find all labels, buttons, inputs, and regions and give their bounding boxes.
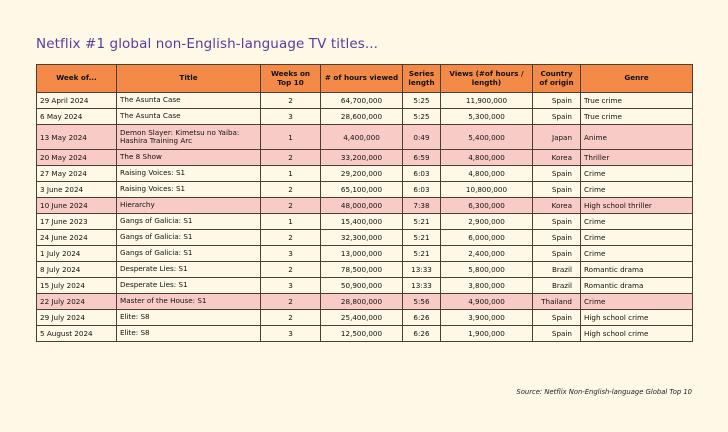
cell-series-length: 6:26 [403, 310, 441, 326]
table-body [37, 93, 693, 342]
cell-genre: True crime [581, 93, 693, 109]
cell-week: 29 April 2024 [37, 93, 117, 109]
cell-views: 5,800,000 [441, 262, 533, 278]
cell-weeks-on-top10: 3 [261, 326, 321, 342]
cell-week: 1 July 2024 [37, 246, 117, 262]
cell-genre: True crime [581, 109, 693, 125]
cell-views: 11,900,000 [441, 93, 533, 109]
cell-hours-viewed: 4,400,000 [321, 125, 403, 150]
cell-genre: Crime [581, 230, 693, 246]
table-row [37, 182, 693, 198]
cell-hours-viewed: 33,200,000 [321, 150, 403, 166]
cell-title: Hierarchy [117, 198, 261, 214]
cell-weeks-on-top10: 1 [261, 166, 321, 182]
cell-views: 5,300,000 [441, 109, 533, 125]
table-row [37, 310, 693, 326]
cell-hours-viewed: 28,800,000 [321, 294, 403, 310]
cell-views: 4,900,000 [441, 294, 533, 310]
column-header-views: Views (#of hours / length) [441, 65, 533, 93]
cell-title: The Asunta Case [117, 93, 261, 109]
cell-title: Master of the House: S1 [117, 294, 261, 310]
source-note: Source: Netflix Non-English-language Global Top 10 [516, 388, 692, 396]
cell-series-length: 6:59 [403, 150, 441, 166]
cell-week: 24 June 2024 [37, 230, 117, 246]
cell-week: 8 July 2024 [37, 262, 117, 278]
cell-weeks-on-top10: 1 [261, 125, 321, 150]
cell-week: 5 August 2024 [37, 326, 117, 342]
cell-hours-viewed: 12,500,000 [321, 326, 403, 342]
column-header-series-length: Series length [403, 65, 441, 93]
cell-week: 29 July 2024 [37, 310, 117, 326]
cell-country: Spain [533, 93, 581, 109]
cell-views: 3,800,000 [441, 278, 533, 294]
cell-weeks-on-top10: 2 [261, 182, 321, 198]
cell-title: Raising Voices: S1 [117, 182, 261, 198]
cell-country: Spain [533, 326, 581, 342]
cell-views: 1,900,000 [441, 326, 533, 342]
cell-country: Spain [533, 246, 581, 262]
cell-series-length: 13:33 [403, 278, 441, 294]
table-row [37, 150, 693, 166]
cell-series-length: 6:03 [403, 182, 441, 198]
cell-country: Spain [533, 310, 581, 326]
cell-country: Spain [533, 109, 581, 125]
cell-series-length: 5:21 [403, 230, 441, 246]
cell-weeks-on-top10: 2 [261, 262, 321, 278]
cell-title: Desperate Lies: S1 [117, 262, 261, 278]
cell-country: Japan [533, 125, 581, 150]
cell-views: 4,800,000 [441, 150, 533, 166]
column-header-country: Country of origin [533, 65, 581, 93]
cell-series-length: 7:38 [403, 198, 441, 214]
cell-title: Elite: S8 [117, 326, 261, 342]
table-row [37, 326, 693, 342]
cell-title: Demon Slayer: Kimetsu no Yaiba: Hashira Training Arc [117, 125, 261, 150]
table-row [37, 230, 693, 246]
cell-genre: Crime [581, 294, 693, 310]
table-row [37, 125, 693, 150]
cell-country: Spain [533, 230, 581, 246]
cell-genre: Anime [581, 125, 693, 150]
cell-title: Gangs of Galicia: S1 [117, 246, 261, 262]
cell-genre: Crime [581, 246, 693, 262]
cell-hours-viewed: 29,200,000 [321, 166, 403, 182]
cell-genre: High school crime [581, 310, 693, 326]
cell-genre: Romantic drama [581, 262, 693, 278]
table-row [37, 262, 693, 278]
cell-hours-viewed: 15,400,000 [321, 214, 403, 230]
cell-week: 10 June 2024 [37, 198, 117, 214]
cell-weeks-on-top10: 2 [261, 310, 321, 326]
cell-hours-viewed: 50,900,000 [321, 278, 403, 294]
table-header-row [37, 65, 693, 93]
column-header-week: Week of... [37, 65, 117, 93]
cell-country: Korea [533, 198, 581, 214]
cell-weeks-on-top10: 3 [261, 246, 321, 262]
cell-genre: Crime [581, 182, 693, 198]
cell-hours-viewed: 78,500,000 [321, 262, 403, 278]
cell-weeks-on-top10: 2 [261, 230, 321, 246]
cell-weeks-on-top10: 3 [261, 109, 321, 125]
cell-week: 22 July 2024 [37, 294, 117, 310]
cell-title: Elite: S8 [117, 310, 261, 326]
cell-hours-viewed: 13,000,000 [321, 246, 403, 262]
cell-title: Gangs of Galicia: S1 [117, 230, 261, 246]
cell-series-length: 5:21 [403, 214, 441, 230]
cell-weeks-on-top10: 2 [261, 150, 321, 166]
cell-series-length: 5:25 [403, 109, 441, 125]
cell-week: 15 July 2024 [37, 278, 117, 294]
cell-week: 3 June 2024 [37, 182, 117, 198]
cell-views: 4,800,000 [441, 166, 533, 182]
table-row [37, 214, 693, 230]
cell-genre: Crime [581, 214, 693, 230]
cell-title: Desperate Lies: S1 [117, 278, 261, 294]
cell-hours-viewed: 28,600,000 [321, 109, 403, 125]
cell-series-length: 5:21 [403, 246, 441, 262]
cell-series-length: 0:49 [403, 125, 441, 150]
cell-title: Raising Voices: S1 [117, 166, 261, 182]
cell-hours-viewed: 48,000,000 [321, 198, 403, 214]
column-header-title: Title [117, 65, 261, 93]
table-row [37, 294, 693, 310]
cell-series-length: 13:33 [403, 262, 441, 278]
cell-weeks-on-top10: 2 [261, 198, 321, 214]
cell-country: Korea [533, 150, 581, 166]
cell-views: 6,000,000 [441, 230, 533, 246]
table-row [37, 166, 693, 182]
cell-series-length: 6:03 [403, 166, 441, 182]
cell-country: Brazil [533, 262, 581, 278]
cell-views: 2,400,000 [441, 246, 533, 262]
cell-country: Brazil [533, 278, 581, 294]
cell-hours-viewed: 32,300,000 [321, 230, 403, 246]
cell-week: 17 June 2023 [37, 214, 117, 230]
cell-genre: Thriller [581, 150, 693, 166]
column-header-genre: Genre [581, 65, 693, 93]
cell-weeks-on-top10: 2 [261, 93, 321, 109]
table-row [37, 93, 693, 109]
titles-table [36, 64, 693, 342]
cell-week: 13 May 2024 [37, 125, 117, 150]
cell-country: Spain [533, 182, 581, 198]
cell-genre: Crime [581, 166, 693, 182]
cell-weeks-on-top10: 2 [261, 294, 321, 310]
cell-title: The 8 Show [117, 150, 261, 166]
cell-series-length: 5:56 [403, 294, 441, 310]
page-title: Netflix #1 global non-English-language TV titles... [36, 36, 379, 52]
table-row [37, 246, 693, 262]
cell-genre: High school thriller [581, 198, 693, 214]
cell-views: 10,800,000 [441, 182, 533, 198]
cell-country: Spain [533, 166, 581, 182]
table-row [37, 109, 693, 125]
cell-week: 6 May 2024 [37, 109, 117, 125]
cell-views: 2,900,000 [441, 214, 533, 230]
cell-weeks-on-top10: 3 [261, 278, 321, 294]
cell-views: 6,300,000 [441, 198, 533, 214]
table-row [37, 198, 693, 214]
cell-hours-viewed: 64,700,000 [321, 93, 403, 109]
cell-series-length: 5:25 [403, 93, 441, 109]
table-row [37, 278, 693, 294]
cell-week: 27 May 2024 [37, 166, 117, 182]
cell-title: Gangs of Galicia: S1 [117, 214, 261, 230]
cell-views: 5,400,000 [441, 125, 533, 150]
cell-hours-viewed: 25,400,000 [321, 310, 403, 326]
cell-series-length: 6:26 [403, 326, 441, 342]
cell-genre: High school crime [581, 326, 693, 342]
cell-hours-viewed: 65,100,000 [321, 182, 403, 198]
cell-genre: Romantic drama [581, 278, 693, 294]
column-header-hours-viewed: # of hours viewed [321, 65, 403, 93]
column-header-weeks-on-top10: Weeks on Top 10 [261, 65, 321, 93]
cell-views: 3,900,000 [441, 310, 533, 326]
cell-title: The Asunta Case [117, 109, 261, 125]
cell-week: 20 May 2024 [37, 150, 117, 166]
cell-country: Spain [533, 214, 581, 230]
cell-country: Thailand [533, 294, 581, 310]
cell-weeks-on-top10: 1 [261, 214, 321, 230]
